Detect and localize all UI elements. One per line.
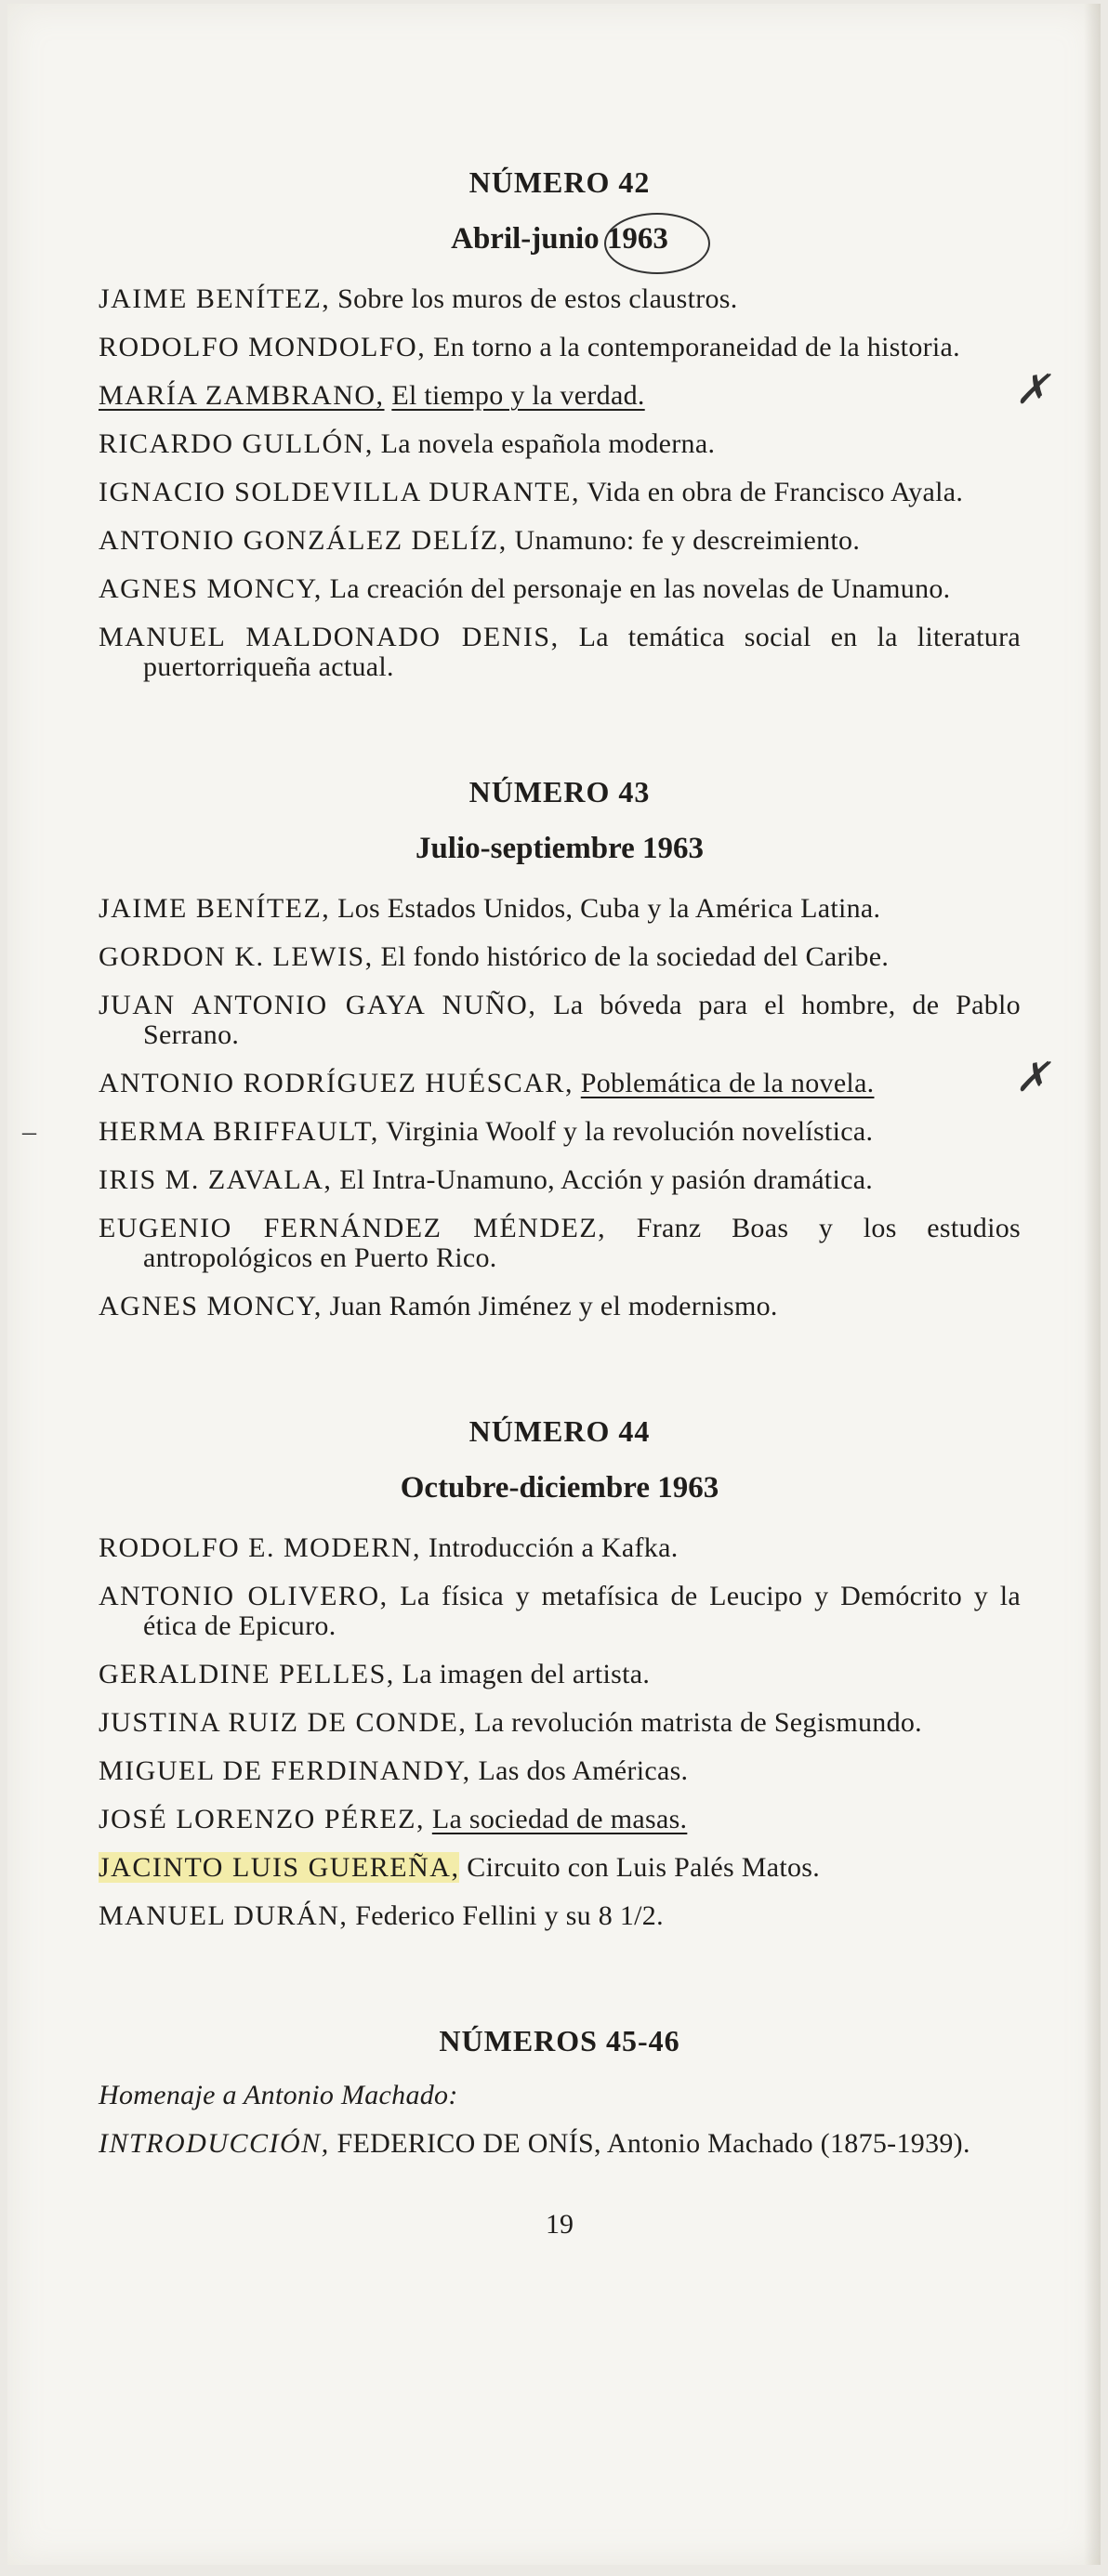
section-divider — [99, 701, 1021, 753]
list-item — [99, 1660, 1021, 1689]
list-item — [99, 1853, 1021, 1883]
page-edge-shadow — [1084, 4, 1101, 2565]
list-item — [99, 991, 1021, 1050]
entry-author: JUSTINA RUIZ DE CONDE, — [99, 1707, 468, 1738]
section-divider — [99, 1950, 1021, 2002]
entry-author: MANUEL DURÁN, — [99, 1900, 349, 1931]
entry-title: La sociedad de masas. — [431, 1804, 688, 1834]
list-item — [99, 1756, 1021, 1786]
entry-author: IRIS M. ZAVALA, — [99, 1164, 333, 1195]
entry-title: El tiempo y la verdad. — [391, 380, 645, 411]
issue-number: NÚMERO 44 — [468, 1414, 651, 1448]
entry-title: Introducción a Kafka. — [428, 1532, 679, 1563]
entry-title: Los Estados Unidos, Cuba y la América Latina. — [337, 893, 881, 924]
list-item — [99, 574, 1021, 604]
issue-date: Octubre-diciembre 1963 — [400, 1471, 719, 1505]
entry-author: JUAN ANTONIO GAYA NUÑO, — [99, 990, 537, 1020]
list-item — [99, 526, 1021, 556]
issue-date — [99, 222, 1021, 256]
entry-title: Virginia Woolf y la revolución novelística. — [386, 1116, 874, 1147]
section-subtitle: Homenaje a Antonio Machado: — [99, 2080, 458, 2110]
entry-title: La revolución matrista de Segismundo. — [474, 1707, 922, 1738]
issue-section-45-46 — [99, 2024, 1021, 2159]
document-page — [7, 4, 1101, 2565]
entry-author: RICARDO GULLÓN, — [99, 428, 374, 459]
entry-author: AGNES MONCY, — [99, 573, 323, 604]
entry-title: Poblemática de la novela. — [580, 1068, 875, 1098]
list-item — [99, 1292, 1021, 1321]
entry-title: Federico Fellini y su 8 1/2. — [355, 1900, 664, 1931]
entry-author: MARÍA ZAMBRANO, — [99, 380, 385, 411]
list-item — [99, 1582, 1021, 1641]
entry-title: Las dos Américas. — [478, 1755, 689, 1786]
entry-title: Unamuno: fe y descreimiento. — [514, 525, 861, 556]
entry-author: JAIME BENÍTEZ, — [99, 283, 331, 314]
list-item — [99, 894, 1021, 924]
entry-author-highlighted: JACINTO LUIS GUEREÑA, — [99, 1852, 460, 1883]
entry-title: La imagen del artista. — [402, 1659, 651, 1689]
list-item — [99, 284, 1021, 314]
list-item — [99, 429, 1021, 459]
issue-section-42 — [99, 165, 1050, 682]
list-item: – HERMA BRIFFAULT, Virginia Woolf y la revolución novelística. — [22, 1116, 874, 1147]
entry-title: Sobre los muros de estos claustros. — [337, 283, 738, 314]
list-item — [99, 478, 1021, 507]
entry-author: HERMA BRIFFAULT, — [99, 1116, 379, 1147]
entry-title: FEDERICO DE ONÍS, Antonio Machado (1875-1939). — [336, 2128, 970, 2159]
entry-title: Franz Boas y los estudios antropológicos en Puerto Rico. — [143, 1213, 1021, 1273]
entry-author: GERALDINE PELLES, — [99, 1659, 395, 1689]
page-number: 19 — [546, 2209, 574, 2240]
entry-title: Circuito con Luis Palés Matos. — [467, 1852, 821, 1883]
entry-author: ANTONIO GONZÁLEZ DELÍZ, — [99, 525, 508, 556]
list-item — [99, 1165, 1021, 1195]
issue-section-43 — [22, 775, 1050, 1321]
table-of-contents — [22, 143, 1050, 2241]
entry-author: ANTONIO OLIVERO, — [99, 1581, 389, 1611]
list-item — [99, 1533, 1021, 1563]
entry-title: El fondo histórico de la sociedad del Caribe. — [380, 941, 890, 972]
entry-author: MIGUEL DE FERDINANDY, — [99, 1755, 471, 1786]
list-item: ANTONIO RODRÍGUEZ HUÉSCAR, Poblemática de la novela. ✗ — [99, 1055, 1050, 1100]
entry-title: En torno a la contemporaneidad de la historia. — [433, 332, 960, 362]
section-divider — [99, 1340, 1021, 1392]
entry-author: EUGENIO FERNÁNDEZ MÉNDEZ, — [99, 1213, 607, 1243]
list-item: MARÍA ZAMBRANO, El tiempo y la verdad. ✗ — [99, 367, 1050, 413]
entry-author: ANTONIO RODRÍGUEZ HUÉSCAR, — [99, 1068, 574, 1098]
issue-date-text: Abril-junio 1963 — [451, 222, 668, 256]
entry-author: AGNES MONCY, — [99, 1291, 323, 1321]
entry-author: JAIME BENÍTEZ, — [99, 893, 331, 924]
entry-title: La bóveda para el hombre, de Pablo Serrano. — [143, 990, 1021, 1050]
issue-date: Julio-septiembre 1963 — [415, 832, 705, 865]
entry-title: La creación del personaje en las novelas de Unamuno. — [329, 573, 951, 604]
issue-number: NÚMEROS 45-46 — [439, 2024, 680, 2057]
entry-title: La temática social en la literatura puertorriqueña actual. — [143, 622, 1021, 682]
entry-author: IGNACIO SOLDEVILLA DURANTE, — [99, 477, 580, 507]
list-item — [99, 942, 1021, 972]
entry-author: RODOLFO E. MODERN, — [99, 1532, 422, 1563]
issue-section-44 — [99, 1414, 1021, 1931]
list-item — [99, 1214, 1021, 1273]
entry-author: RODOLFO MONDOLFO, — [99, 332, 427, 362]
entry-author: MANUEL MALDONADO DENIS, — [99, 622, 560, 652]
list-item — [99, 1805, 1021, 1834]
issue-number: NÚMERO 42 — [468, 165, 651, 199]
handwritten-circle-mark — [604, 213, 710, 274]
entry-title: La novela española moderna. — [380, 428, 716, 459]
list-item — [99, 623, 1021, 682]
list-item — [99, 1708, 1021, 1738]
entry-author: GORDON K. LEWIS, — [99, 941, 374, 972]
list-item — [99, 333, 1021, 362]
entry-title: Vida en obra de Francisco Ayala. — [587, 477, 964, 507]
entry-author: JOSÉ LORENZO PÉREZ, — [99, 1804, 425, 1834]
list-item — [99, 2129, 1021, 2159]
list-item — [99, 1901, 1021, 1931]
entry-title: Juan Ramón Jiménez y el modernismo. — [329, 1291, 778, 1321]
issue-number: NÚMERO 43 — [468, 775, 651, 808]
entry-title: La física y metafísica de Leucipo y Demócrito y la ética de Epicuro. — [143, 1581, 1021, 1641]
entry-author: INTRODUCCIÓN, — [99, 2128, 330, 2159]
entry-title: El Intra-Unamuno, Acción y pasión dramática. — [339, 1164, 874, 1195]
